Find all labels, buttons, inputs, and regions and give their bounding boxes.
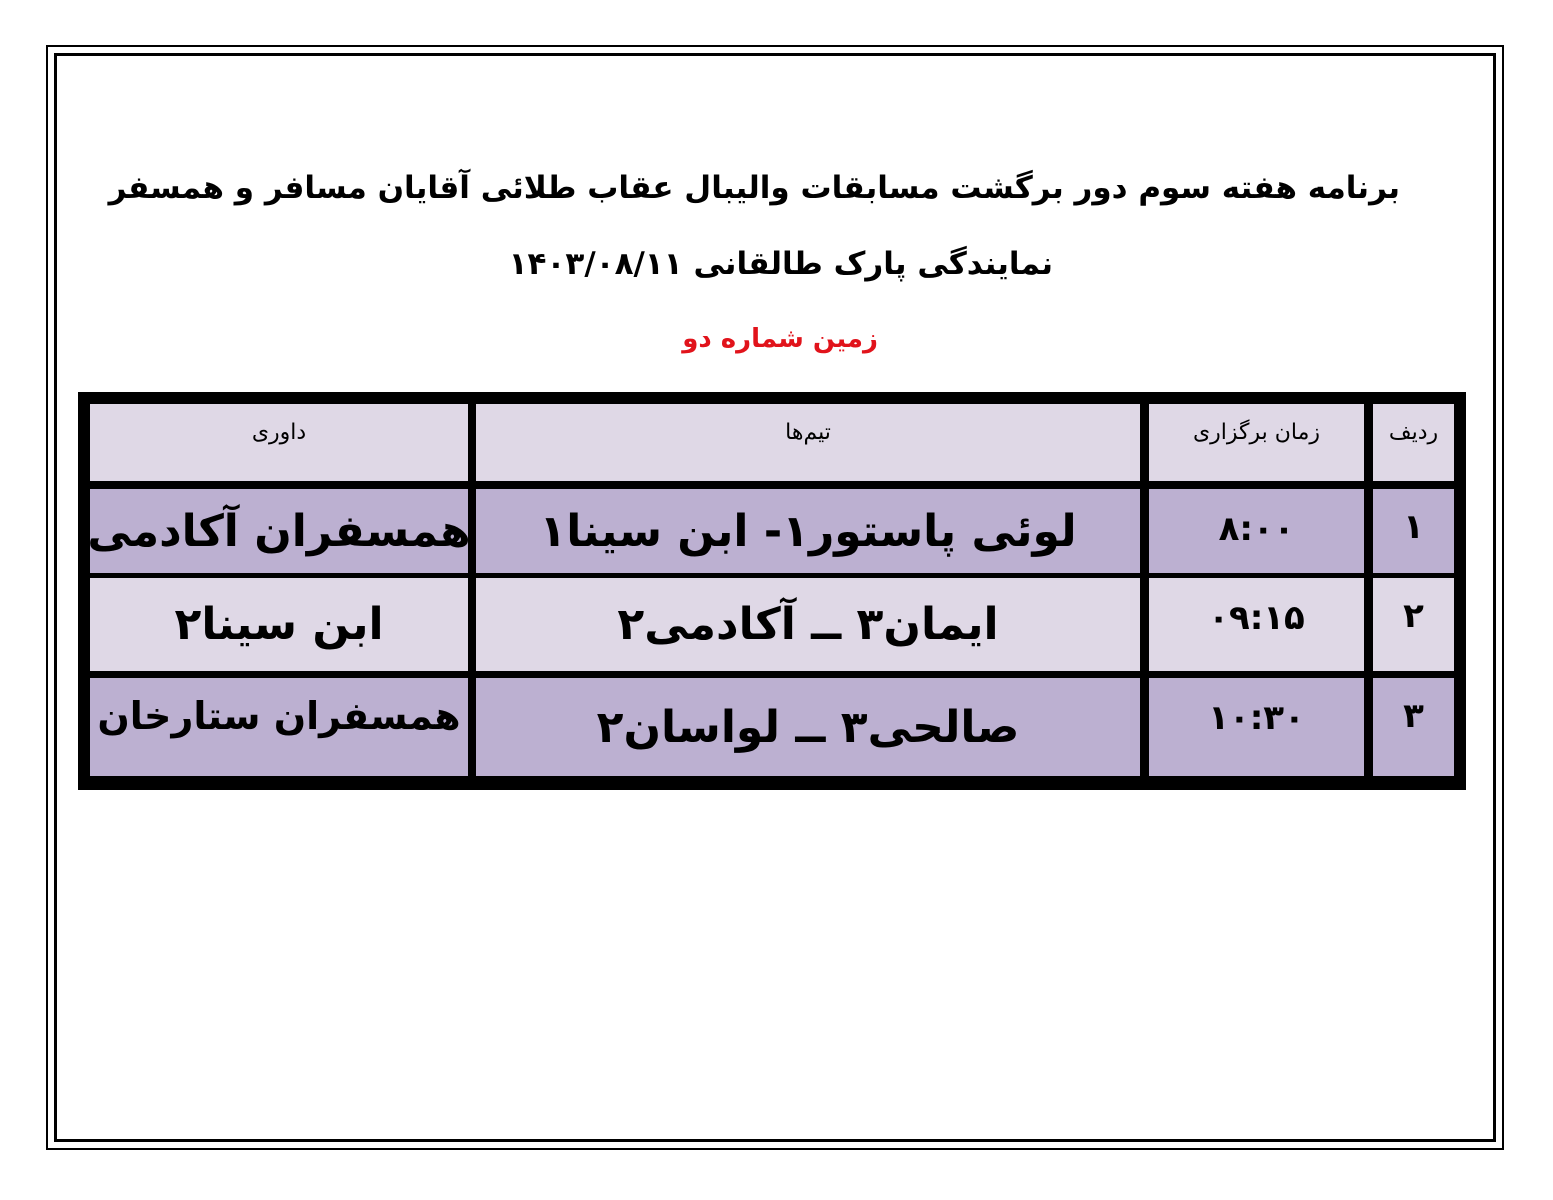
row-3-referee: همسفران ستارخان	[90, 678, 468, 776]
row-1-number: ۱	[1373, 489, 1454, 573]
document-title-line-1: برنامه هفته سوم دور برگشت مسابقات والیبال عقاب طلائی آقایان مسافر و همسفر	[108, 170, 1400, 206]
schedule-table	[78, 392, 1466, 790]
header-row-number: ردیف	[1373, 404, 1454, 481]
row-2-teams: ایمان۳ ــ آکادمی۲	[476, 578, 1140, 671]
row-1-teams: لوئی پاستور۱- ابن سینا۱	[476, 489, 1140, 573]
header-teams: تیم‌ها	[476, 404, 1140, 481]
header-time: زمان برگزاری	[1149, 404, 1364, 481]
row-1-time: ۸:۰۰	[1149, 489, 1364, 573]
document-title-line-2: نمایندگی پارک طالقانی ۱۴۰۳/۰۸/۱۱	[508, 246, 1053, 282]
court-subtitle: زمین شماره دو	[682, 324, 878, 354]
row-2-number: ۲	[1373, 578, 1454, 671]
row-3-number: ۳	[1373, 678, 1454, 776]
row-1-referee: همسفران آکادمی	[90, 489, 468, 573]
row-3-teams: صالحی۳ ــ لواسان۲	[476, 678, 1140, 776]
header-referee: داوری	[90, 404, 468, 481]
row-2-referee: ابن سینا۲	[90, 578, 468, 671]
row-2-time: ۰۹:۱۵	[1149, 578, 1364, 671]
row-3-time: ۱۰:۳۰	[1149, 678, 1364, 776]
